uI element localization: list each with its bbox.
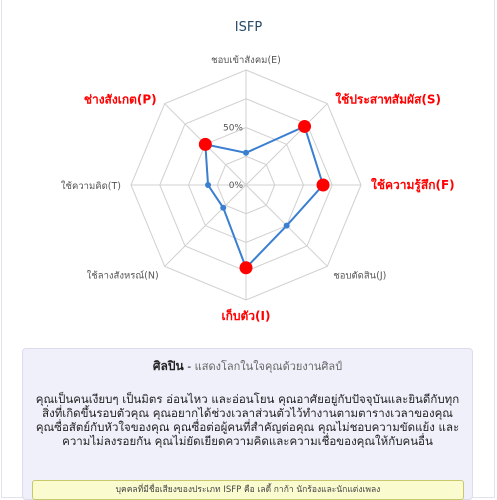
axis-label-8: ช่างสังเกต(P) [83, 92, 157, 107]
data-point-7 [205, 182, 211, 188]
header-separator: - [187, 360, 192, 373]
data-point-5 [240, 261, 253, 274]
type-description: คุณเป็นคนเงียบๆ เป็นมิตร อ่อนไหว และอ่อนโยน คุณอาศัยอยู่กับปัจจุบันและยินดีกับทุกสิ่งที่เกิดขึ้นรอบตัวคุณ คุณอยากได้ช่วงเวลาส่วนตัวไว้ทำงานตามตารางเวลาของคุณ คุณซื่อสัตย์กับหัวใจของคุณ คุณซื่อต่อผู้คนที่สำคัญต่อคุณ คุณไม่ชอบความขัดแย้ง และความไม่ลงรอยกัน คุณไม่ยัดเยียดความคิดและความเชื่อของคุณให้กับคนอื่น [35, 392, 460, 448]
type-description-card [22, 348, 473, 500]
axis-label-7: ใช้ความคิด(T) [60, 181, 121, 192]
ring-label-2: 50% [222, 123, 243, 134]
data-point-4 [284, 223, 290, 229]
axis-label-1: ชอบเข้าสังคม(E) [211, 55, 281, 66]
axis-label-4: ชอบตัดสิน(J) [333, 270, 387, 282]
data-point-1 [243, 150, 249, 156]
axis-label-5: เก็บตัว(I) [221, 309, 271, 323]
type-tagline: แสดงโลกในใจคุณด้วยงานศิลป์ [194, 360, 343, 373]
type-name: ศิลปิน [152, 359, 184, 373]
famous-people-note: บุคคลที่มีชื่อเสียงของประเภท ISFP คือ เลดี้ กาก้า นักร้องและนักแต่งเพลง [32, 480, 464, 500]
axis-label-2: ใช้ประสาทสัมผัส(S) [335, 92, 442, 107]
card-header [23, 357, 472, 376]
chart-title: ISFP [234, 20, 263, 35]
data-point-3 [317, 179, 330, 192]
axis-label-3: ใช้ความรู้สึก(F) [371, 178, 455, 192]
data-point-6 [220, 205, 226, 211]
axis-label-6: ใช้ลางสังหรณ์(N) [86, 270, 159, 282]
ring-label-1: 0% [228, 181, 243, 191]
data-point-2 [298, 120, 311, 133]
data-point-8 [199, 138, 212, 151]
